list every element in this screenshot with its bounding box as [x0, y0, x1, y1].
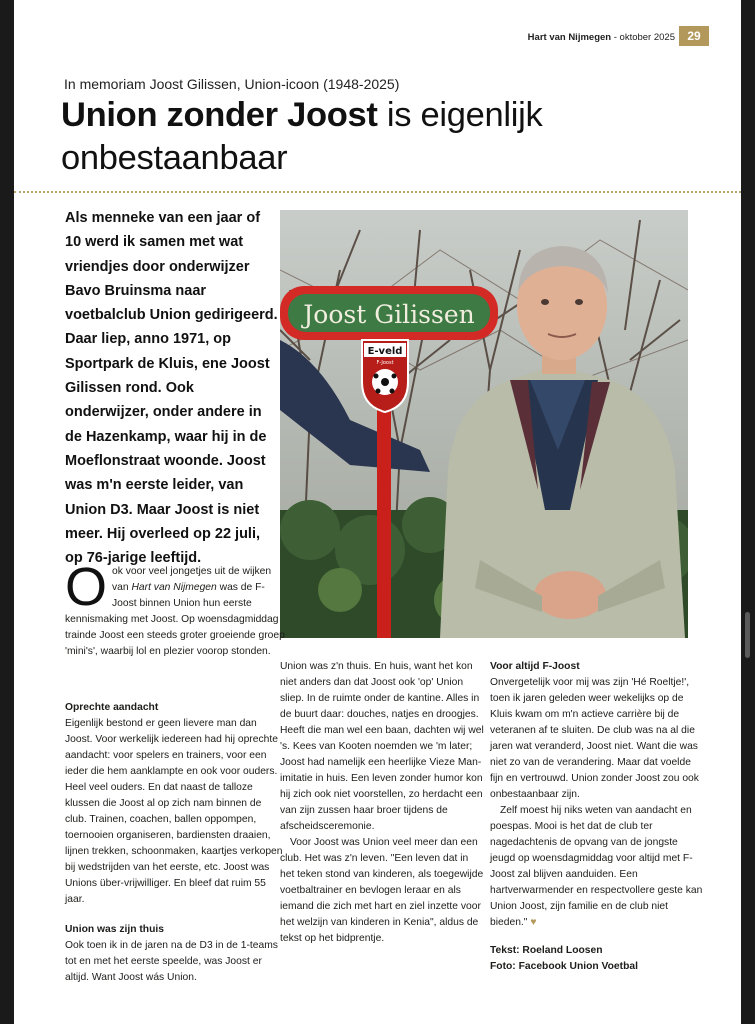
paragraph-5: Voor Joost was Union veel meer dan een club. Het was z'n leven. "Een leven dat in het teken stond van kinderen, als toegewijde voetbaltrainer en bevlogen leraar en als iemand die zich met hart en ziel inzette voor het welzijn van kinderen in Kenia", aldus de tekst op het bidprentje. — [280, 837, 484, 944]
credits — [490, 943, 705, 975]
sign-text: Joost Gilissen — [303, 300, 475, 329]
credit-text: Tekst: Roeland Loosen — [490, 945, 603, 956]
article-kicker: In memoriam Joost Gilissen, Union-icoon (1948-2025) — [64, 76, 400, 92]
dotted-divider — [14, 191, 741, 193]
paragraph-6: Onvergetelijk voor mij was zijn 'Hé Roeltje!', toen ik jaren geleden weer wekelijks op de Kluis kwam om m'n actieve carrière bij de veteranen af te sluiten. De club was na al die jaren wat veranderd, Joost niet. Want die was niet zo van de verandering. Maar dat voelde fijn en vertrouwd. Union zonder Joost zou ook onbestaanbaar zijn. — [490, 677, 699, 800]
title-bold: Union zonder Joost — [61, 96, 378, 134]
magazine-name: Hart van Nijmegen — [527, 32, 612, 43]
paragraph-1-a: ok voor veel jongetjes uit de wijken van — [112, 566, 272, 593]
badge-text: E-veld — [367, 346, 403, 357]
subheading-1: Oprechte aandacht — [65, 702, 159, 713]
scrollbar-thumb[interactable] — [745, 612, 750, 658]
column-2 — [280, 659, 485, 947]
column-3 — [490, 659, 705, 975]
heart-icon: ♥ — [530, 917, 537, 928]
magazine-page — [14, 0, 741, 1024]
dropcap: O — [65, 557, 108, 617]
issue-date: - oktober 2025 — [611, 32, 675, 43]
photo-joost-gilissen-sign — [280, 210, 688, 638]
paragraph-2: Eigenlijk bestond er geen lievere man dan Joost. Voor werkelijk iedereen had hij oprechte aandacht: voor spelers en trainers, voor een ieder die hem aanklampte en ook voor ouders. Heel veel ouders. En dat naast de talloze klussen die Joost al op zich nam binnen de club. Trainen, coachen, ballen oppompen, toernooien organiseren, bardiensten draaien, lijnen trekken, schoonmaken, kaartjes verkopen bij wedstrijden van het eerste, etc. Joost was Unions über-vrijwilliger. En bleef dat ruim 55 jaar. — [65, 718, 283, 905]
header-meta — [528, 32, 675, 43]
credit-photo: Foto: Facebook Union Voetbal — [490, 961, 638, 972]
paragraph-4: Union was z'n thuis. En huis, want het kon niet anders dan dat Joost ook 'op' Union sliep. In de ruimte onder de kantine. Alles in de buurt daar: douches, natjes en droogjes. Heeft die man wel een baan, dachten wij wel 's. Kees van Kooten noemden we 'm later; Joost had namelijk een heerlijke Vieze Man-imitatie in huis. Een leven zonder humor kon hij zich ook niet voorstellen, zo herdacht een van zijn zussen haar broer tijdens de afscheidsceremonie. — [280, 661, 484, 832]
paragraph-3: Ook toen ik in de jaren na de D3 in de 1-teams tot en met het eerste speelde, was Joost er altijd. Want Joost wás Union. — [65, 940, 278, 983]
paragraph-7-text: Zelf moest hij niks weten van aandacht en poespas. Mooi is het dat de club ter nagedachtenis de opvang van de jongste jeugd op woensdagmiddag voor altijd met F-Joost zal blijven aanduiden. Een hartverwarmender en respectvollere geste kan Union Joost, zijn familie en de club niet bieden." — [490, 805, 703, 928]
article-photo — [280, 210, 688, 638]
page-header — [14, 26, 741, 50]
column-1-lead — [65, 557, 285, 660]
column-1 — [65, 690, 285, 986]
subheading-2: Union was zijn thuis — [65, 924, 164, 935]
title-rest: is eigenlijk onbestaanbaar — [61, 96, 543, 177]
paragraph-1-b: was de F-Joost binnen Union hun eerste kennismaking met Joost. Op woensdagmiddag trainde Joost een steeds groter groeiende groep 'mini's', waarbij lol en plezier voorop stonden. — [65, 582, 285, 657]
badge-sub: F-Joost — [376, 360, 394, 366]
paragraph-1-italic: Hart van Nijmegen — [131, 582, 217, 593]
subheading-3: Voor altijd F-Joost — [490, 661, 580, 672]
page-number: 29 — [679, 26, 709, 46]
article-intro: Als menneke van een jaar of 10 werd ik samen met wat vriendjes door onderwijzer Bavo Bruinsma naar voetbalclub Union gedirigeerd. Daar liep, anno 1971, op Sportpark de Kluis, ene Joost Gilissen rond. Ook onderwijzer, onder andere in de Hazenkamp, waar hij in de Moeflonstraat woonde. Joost was m'n eerste leider, van Union D3. Maar Joost is niet meer. Hij overleed op 22 juli, op 76-jarige leeftijd. — [65, 210, 278, 567]
article-title — [61, 94, 681, 180]
paragraph-7 — [490, 803, 705, 931]
